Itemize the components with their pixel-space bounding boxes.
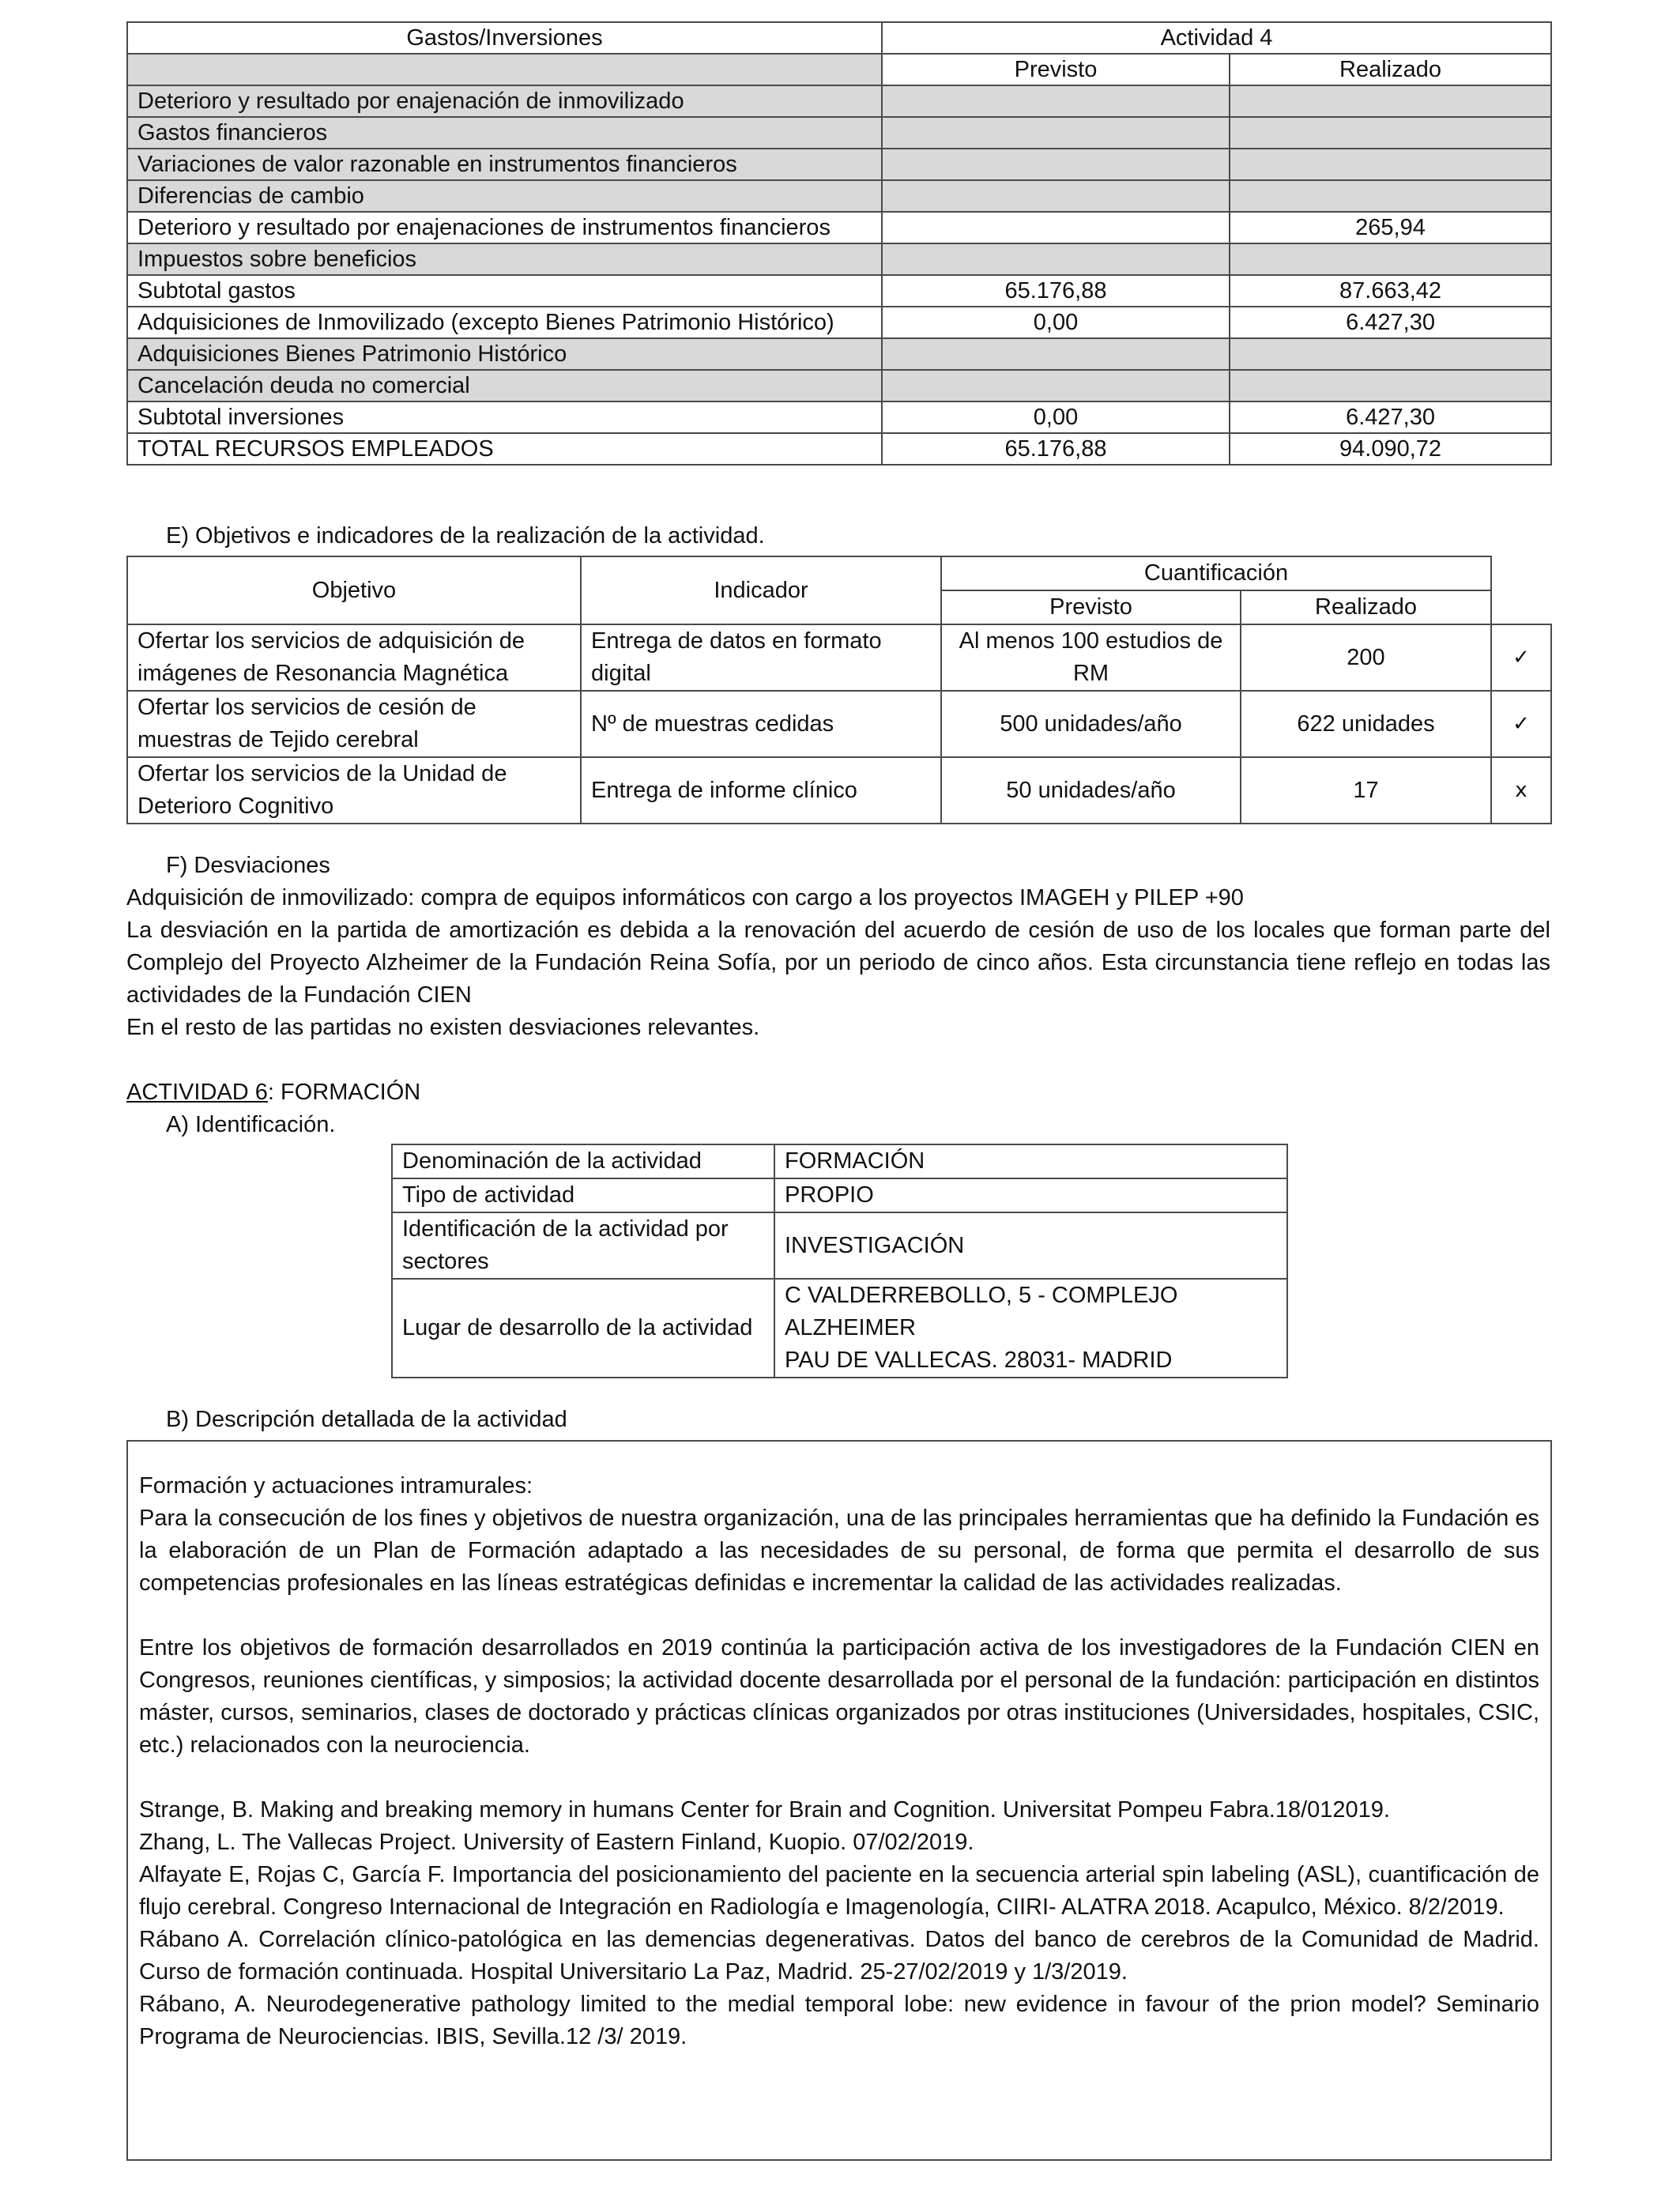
achieved-cell-line-1: 622 unidades xyxy=(1297,711,1435,737)
description-box xyxy=(126,1440,1552,2161)
objective-cell-line-2: Deterioro Cognitivo xyxy=(137,794,334,819)
expense-previsto xyxy=(882,85,1230,117)
ident-value-lugar xyxy=(774,1279,1287,1378)
objective-cell-line-2: imágenes de Resonancia Magnética xyxy=(137,661,509,686)
identification-table xyxy=(391,1144,1288,1378)
achieved-cell xyxy=(1241,691,1491,757)
expense-row xyxy=(127,338,1551,370)
ident-value-tipo: PROPIO xyxy=(774,1178,1287,1212)
reference-5: Rábano, A. Neurodegenerative pathology limited to the medial temporal lobe: new evidence in favour of the prion model? Seminario Programa de Neurociencias. IBIS, Sevilla.12 /3/ 2019. xyxy=(139,1992,1539,2049)
expense-label: Variaciones de valor razonable en instrumentos financieros xyxy=(127,149,882,180)
expenses-table-body xyxy=(127,85,1551,465)
expense-previsto xyxy=(882,212,1230,243)
expense-row xyxy=(127,243,1551,275)
expense-row xyxy=(127,117,1551,149)
expense-label: Adquisiciones Bienes Patrimonio Histórico xyxy=(127,338,882,370)
header-mark-blank xyxy=(1491,556,1551,624)
expense-previsto: 0,00 xyxy=(882,307,1230,338)
objective-cell-line-1: Ofertar los servicios de adquisición de xyxy=(137,628,525,654)
section-b-title: B) Descripción detallada de la actividad xyxy=(166,1407,567,1432)
planned-cell xyxy=(941,691,1241,757)
ident-label-sectores-line2: sectores xyxy=(402,1249,489,1274)
expense-label: Adquisiciones de Inmovilizado (excepto Bienes Patrimonio Histórico) xyxy=(127,307,882,338)
planned-cell xyxy=(941,757,1241,824)
ident-value-lugar-line2: ALZHEIMER xyxy=(785,1315,916,1340)
header-indicador: Indicador xyxy=(581,556,941,624)
expense-label: Subtotal gastos xyxy=(127,275,882,307)
expense-previsto xyxy=(882,180,1230,212)
objective-cell-line-2: muestras de Tejido cerebral xyxy=(137,727,419,752)
expense-realizado xyxy=(1230,117,1551,149)
expense-row xyxy=(127,433,1551,465)
header-previsto: Previsto xyxy=(941,590,1241,624)
expense-previsto xyxy=(882,243,1230,275)
expense-realizado: 6.427,30 xyxy=(1230,401,1551,433)
header-cuantificacion: Cuantificación xyxy=(941,556,1491,590)
ident-label-sectores-line1: Identificación de la actividad por xyxy=(402,1216,729,1242)
description-paragraph-2: Entre los objetivos de formación desarrollados en 2019 continúa la participación activa de los investigadores de la Fundación CIEN en Congresos, reuniones científicas, y simposios; la actividad docente desarrollada por el personal de la fundación: participación en distintos máster, cursos, seminarios, clases de doctorado y prácticas clínicas organizados por otras instituciones (Universidades, hospitales, CSIC, etc.) relacionados con la neurociencia. xyxy=(139,1635,1539,1758)
expense-realizado xyxy=(1230,180,1551,212)
status-mark-cell-line-1: x xyxy=(1515,778,1527,802)
objective-row xyxy=(127,691,1551,757)
indicator-cell-line-1: Entrega de datos en formato xyxy=(591,628,882,654)
expense-realizado xyxy=(1230,338,1551,370)
indicator-cell xyxy=(581,757,941,824)
expense-label: Cancelación deuda no comercial xyxy=(127,370,882,401)
header-previsto: Previsto xyxy=(882,54,1230,85)
objective-cell-line-1: Ofertar los servicios de cesión de xyxy=(137,695,477,720)
ident-value-lugar-line1: C VALDERREBOLLO, 5 - COMPLEJO xyxy=(785,1283,1178,1308)
ident-value-sectores: INVESTIGACIÓN xyxy=(774,1212,1287,1279)
header-realizado: Realizado xyxy=(1230,54,1551,85)
reference-4: Rábano A. Correlación clínico-patológica en las demencias degenerativas. Datos del banco de cerebros de la Comunidad de Madrid. Curso de formación continuada. Hospital Universitario La Paz, Madrid. 25-27/02/2019 y 1/3/2019. xyxy=(139,1927,1539,1985)
expense-label: Gastos financieros xyxy=(127,117,882,149)
activity-heading-title: : FORMACIÓN xyxy=(267,1080,421,1105)
expense-realizado xyxy=(1230,85,1551,117)
expense-realizado: 94.090,72 xyxy=(1230,433,1551,465)
expense-row xyxy=(127,370,1551,401)
planned-cell-line-1: 50 unidades/año xyxy=(1006,777,1176,803)
section-a-title: A) Identificación. xyxy=(166,1112,336,1137)
header-actividad: Actividad 4 xyxy=(882,22,1551,54)
description-paragraph-1: Para la consecución de los fines y objetivos de nuestra organización, una de las principales herramientas que ha definido la Fundación es la elaboración de un Plan de Formación adaptado a las necesidades de su personal, de forma que permita el desarrollo de sus competencias profesionales en las líneas estratégicas definidas e incrementar la calidad de las actividades realizadas. xyxy=(139,1506,1539,1596)
objective-cell xyxy=(127,757,581,824)
expense-previsto: 65.176,88 xyxy=(882,275,1230,307)
status-mark-cell xyxy=(1491,757,1551,824)
status-mark-cell-line-1: ✓ xyxy=(1512,645,1530,669)
ident-value-lugar-line3: PAU DE VALLECAS. 28031- MADRID xyxy=(785,1348,1173,1373)
description-intro-title: Formación y actuaciones intramurales: xyxy=(139,1473,533,1498)
expense-label: TOTAL RECURSOS EMPLEADOS xyxy=(127,433,882,465)
header-objetivo: Objetivo xyxy=(127,556,581,624)
objective-cell xyxy=(127,624,581,691)
activity-heading xyxy=(126,1076,420,1109)
objective-row xyxy=(127,624,1551,691)
section-f-title: F) Desviaciones xyxy=(166,853,330,878)
status-mark-cell-line-1: ✓ xyxy=(1512,711,1530,736)
objective-cell xyxy=(127,691,581,757)
expense-row xyxy=(127,307,1551,338)
planned-cell xyxy=(941,624,1241,691)
expense-label: Deterioro y resultado por enajenaciones de instrumentos financieros xyxy=(127,212,882,243)
objective-cell-line-1: Ofertar los servicios de la Unidad de xyxy=(137,761,507,786)
expense-previsto xyxy=(882,149,1230,180)
expense-previsto: 0,00 xyxy=(882,401,1230,433)
indicator-cell xyxy=(581,691,941,757)
expense-row xyxy=(127,180,1551,212)
indicator-cell-line-1: Entrega de informe clínico xyxy=(591,777,857,803)
deviation-line-1: Adquisición de inmovilizado: compra de equipos informáticos con cargo a los proyectos IMAGEH y PILEP +90 xyxy=(126,885,1244,910)
ident-label-tipo: Tipo de actividad xyxy=(392,1178,774,1212)
expense-realizado xyxy=(1230,370,1551,401)
indicator-cell xyxy=(581,624,941,691)
planned-cell-line-2: RM xyxy=(1072,661,1109,686)
section-e-title: E) Objetivos e indicadores de la realización de la actividad. xyxy=(166,523,765,548)
expense-previsto xyxy=(882,117,1230,149)
achieved-cell xyxy=(1241,624,1491,691)
deviation-paragraph: La desviación en la partida de amortización es debida a la renovación del acuerdo de cesión de uso de los locales que forman parte del Complejo del Proyecto Alzheimer de la Fundación Reina Sofía, por un periodo de cinco años. Esta circunstancia tiene reflejo en todas las actividades de la Fundación CIEN xyxy=(126,918,1550,1008)
ident-label-sectores xyxy=(392,1212,774,1279)
status-mark-cell xyxy=(1491,691,1551,757)
description-content xyxy=(139,1470,1539,2053)
achieved-cell xyxy=(1241,757,1491,824)
expense-label: Diferencias de cambio xyxy=(127,180,882,212)
expense-realizado xyxy=(1230,149,1551,180)
expense-row xyxy=(127,275,1551,307)
status-mark-cell xyxy=(1491,624,1551,691)
indicator-cell-line-1: Nº de muestras cedidas xyxy=(591,711,834,737)
expense-row xyxy=(127,401,1551,433)
ident-label-denominacion: Denominación de la actividad xyxy=(392,1144,774,1178)
expense-label: Deterioro y resultado por enajenación de inmovilizado xyxy=(127,85,882,117)
expense-realizado xyxy=(1230,243,1551,275)
expense-label: Subtotal inversiones xyxy=(127,401,882,433)
objective-row xyxy=(127,757,1551,824)
activity-heading-number: ACTIVIDAD 6 xyxy=(126,1080,268,1105)
indicator-cell-line-2: digital xyxy=(591,661,651,686)
reference-1: Strange, B. Making and breaking memory in humans Center for Brain and Cognition. Universitat Pompeu Fabra.18/012019. xyxy=(139,1797,1390,1823)
reference-3: Alfayate E, Rojas C, García F. Importancia del posicionamiento del paciente en la secuencia arterial spin labeling (ASL), cuantificación de flujo cerebral. Congreso Internacional de Integración en Radiología e Imagenología, CIIRI- ALATRA 2018. Acapulco, México. 8/2/2019. xyxy=(139,1862,1539,1920)
achieved-cell-line-1: 200 xyxy=(1347,644,1385,670)
expense-realizado: 265,94 xyxy=(1230,212,1551,243)
ident-label-lugar: Lugar de desarrollo de la actividad xyxy=(392,1279,774,1378)
expense-previsto xyxy=(882,338,1230,370)
expense-previsto xyxy=(882,370,1230,401)
planned-cell-line-1: Al menos 100 estudios de xyxy=(959,628,1223,654)
header-gastos-inversiones: Gastos/Inversiones xyxy=(127,22,882,54)
header-realizado: Realizado xyxy=(1241,590,1491,624)
expense-row xyxy=(127,85,1551,117)
expense-realizado: 87.663,42 xyxy=(1230,275,1551,307)
expense-row xyxy=(127,212,1551,243)
deviation-line-3: En el resto de las partidas no existen desviaciones relevantes. xyxy=(126,1015,760,1040)
expense-label: Impuestos sobre beneficios xyxy=(127,243,882,275)
expense-previsto: 65.176,88 xyxy=(882,433,1230,465)
ident-value-denominacion: FORMACIÓN xyxy=(774,1144,1287,1178)
planned-cell-line-1: 500 unidades/año xyxy=(1000,711,1182,737)
reference-2: Zhang, L. The Vallecas Project. University of Eastern Finland, Kuopio. 07/02/2019. xyxy=(139,1830,974,1855)
objectives-table-body xyxy=(127,624,1551,824)
objectives-table xyxy=(126,556,1552,824)
achieved-cell-line-1: 17 xyxy=(1353,777,1379,803)
expenses-table xyxy=(126,21,1552,466)
header-blank xyxy=(127,54,882,85)
expense-row xyxy=(127,149,1551,180)
expense-realizado: 6.427,30 xyxy=(1230,307,1551,338)
